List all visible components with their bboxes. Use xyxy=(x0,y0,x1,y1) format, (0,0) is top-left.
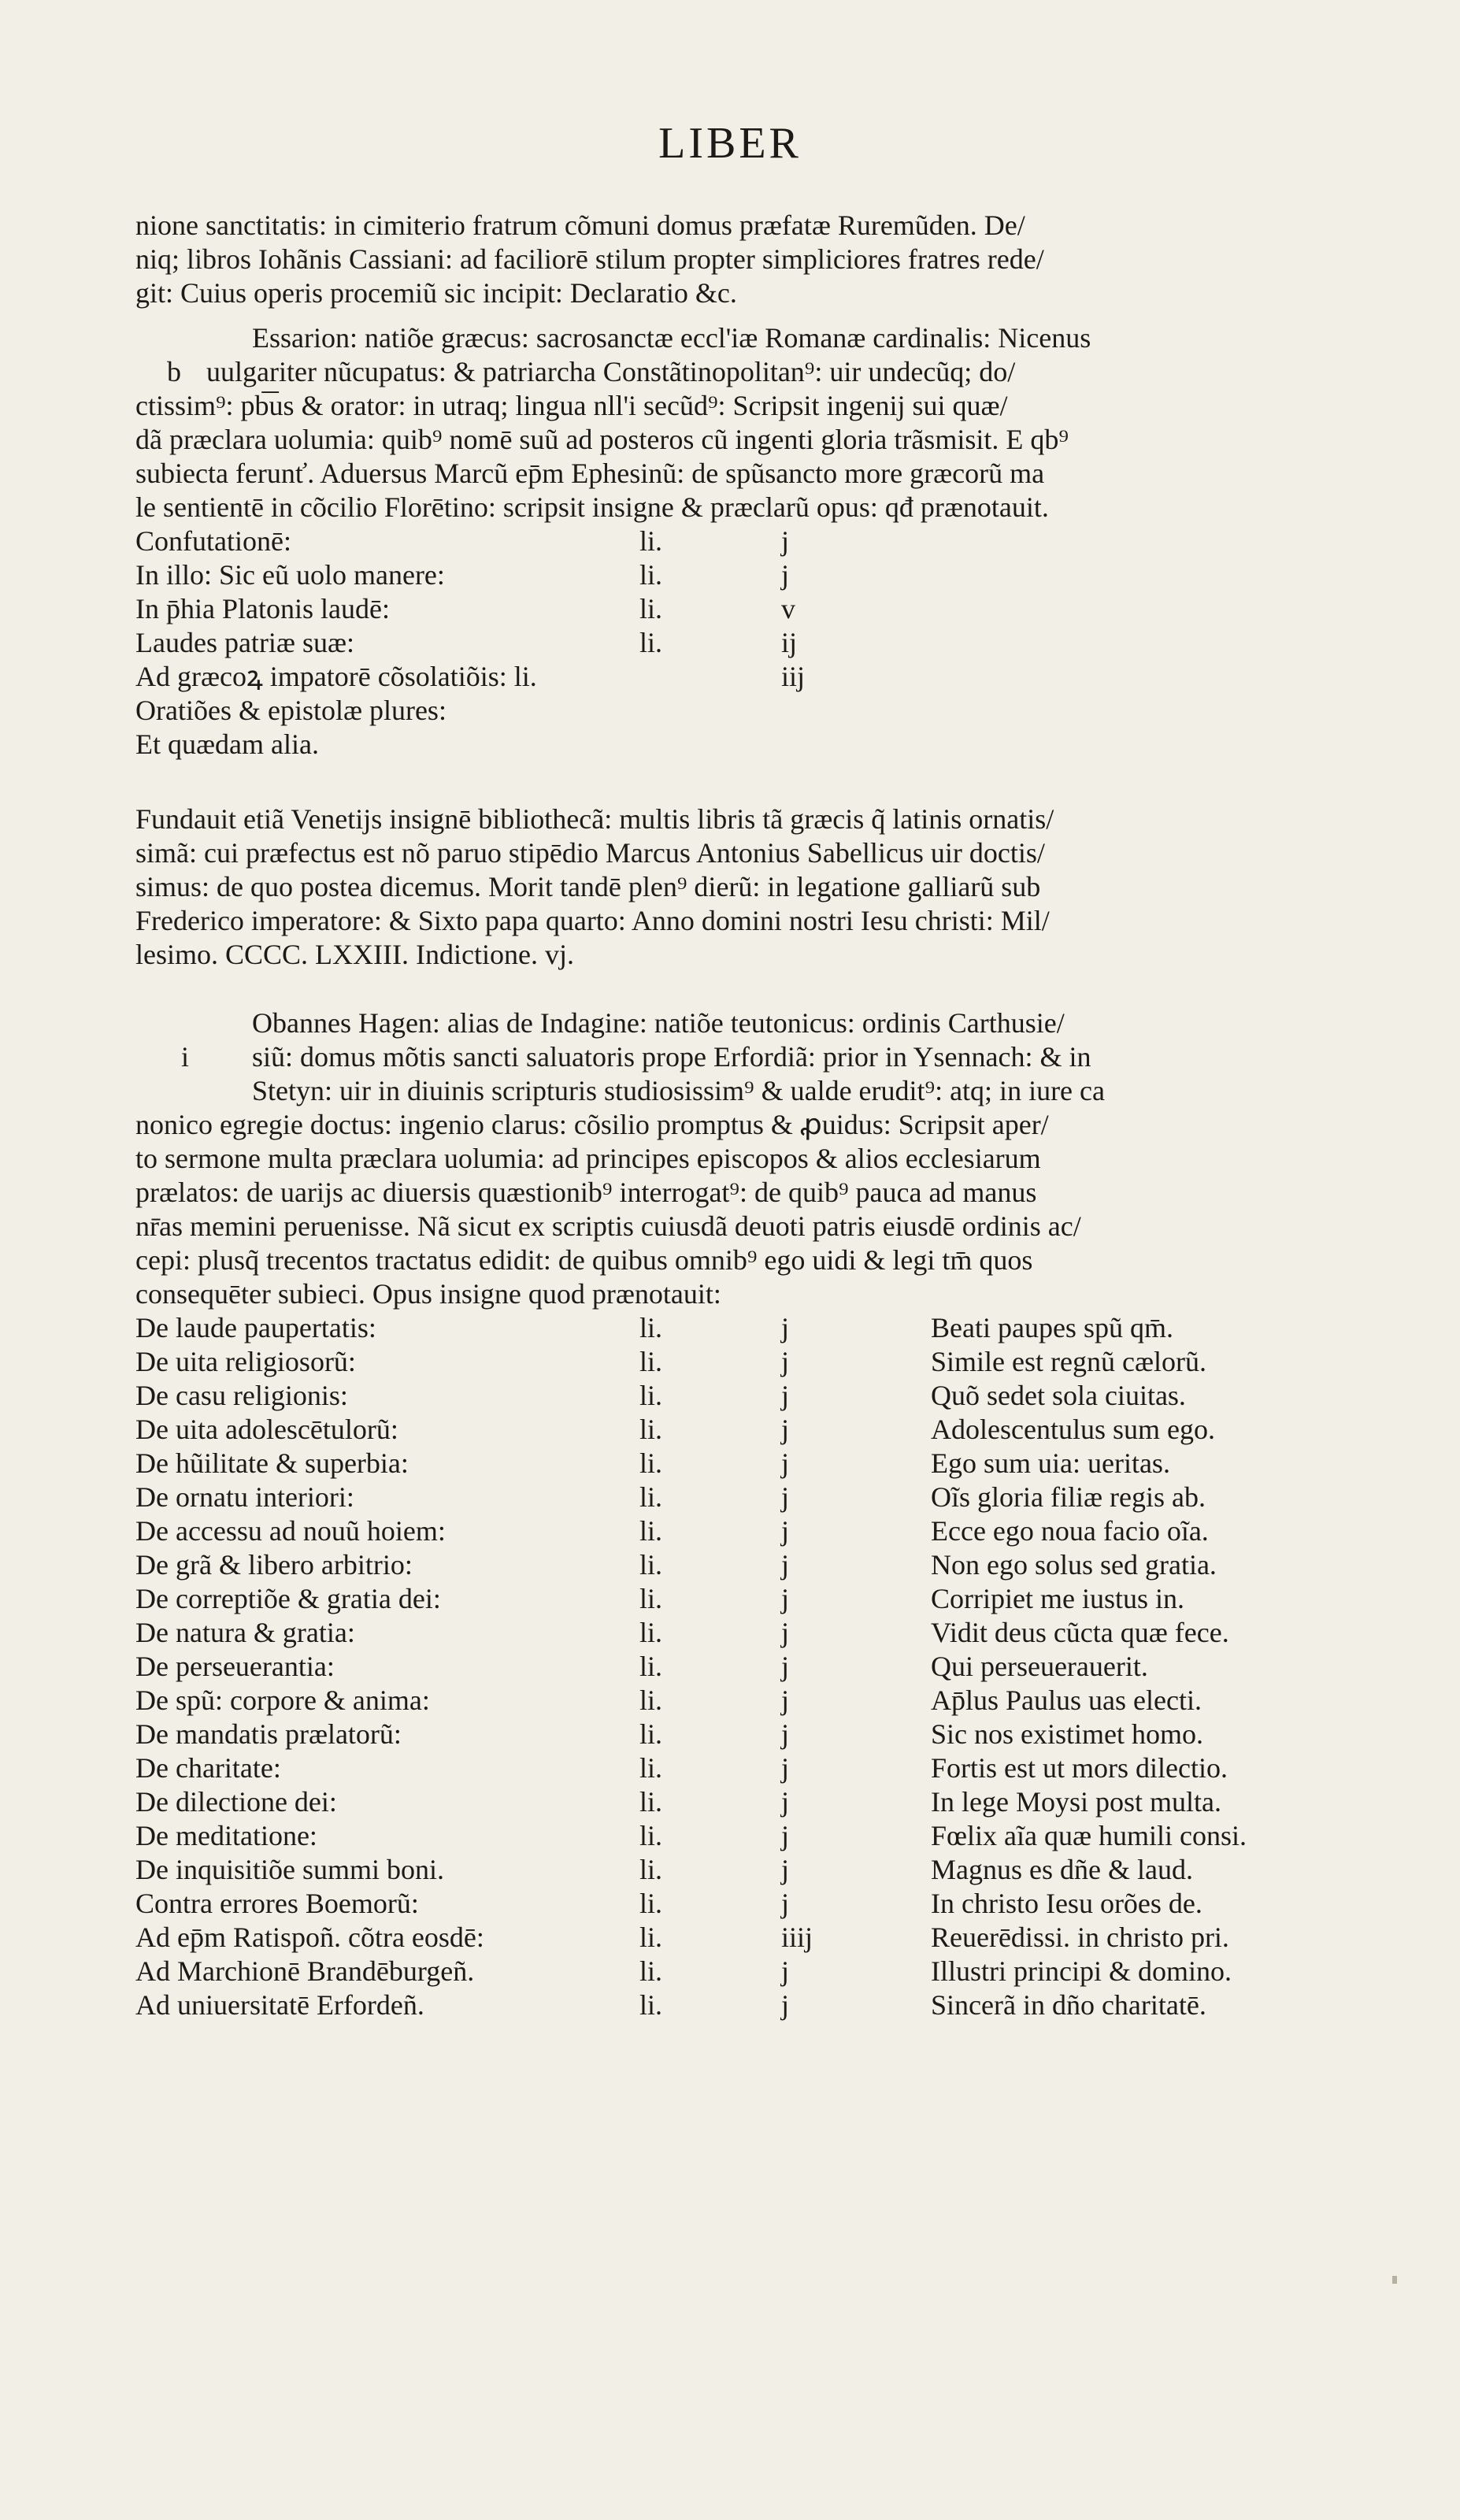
book-abbr: li. xyxy=(639,1854,663,1885)
list-item xyxy=(135,1819,1380,1853)
list-item xyxy=(135,1413,1380,1447)
text-line: prælatos: de uarijs ac diuersis quæstionib⁹ interrogat⁹: de quib⁹ pauca ad manus xyxy=(135,1177,1037,1208)
work-title: Ad uniuersitatē Erfordeñ. xyxy=(135,1989,424,2021)
book-count: j xyxy=(781,525,790,557)
book-count: j xyxy=(781,1515,790,1547)
book-count: j xyxy=(781,1346,790,1377)
text-line: niq; libros Iohãnis Cassiani: ad faciliorē stilum propter simpliciores fratres rede/ xyxy=(135,243,1044,275)
book-count: j xyxy=(781,1583,790,1614)
text-line: siũ: domus mõtis sancti saluatoris prope Erfordiã: prior in Ysennach: & in xyxy=(252,1041,1091,1073)
text-line: nione sanctitatis: in cimiterio fratrum cõmuni domus præfatæ Ruremũden. De/ xyxy=(135,209,1025,241)
text-line: Obannes Hagen: alias de Indagine: natiõe teutonicus: ordinis Carthusie/ xyxy=(252,1007,1065,1039)
work-title: Contra errores Boemorũ: xyxy=(135,1888,419,1919)
book-count: j xyxy=(781,1617,790,1648)
book-count: iiij xyxy=(781,1922,813,1953)
paragraph-hagen xyxy=(135,1006,1352,1311)
incipit: Oĩs gloria filiæ regis ab. xyxy=(931,1481,1206,1513)
text-line: simã: cui præfectus est nõ paruo stipēdio Marcus Antonius Sabellicus uir doctis/ xyxy=(135,837,1045,869)
work-title: De casu religionis: xyxy=(135,1380,348,1411)
incipit: Qui perseuerauerit. xyxy=(931,1651,1148,1682)
book-abbr: li. xyxy=(639,525,663,557)
text-line: cepi: plusq̃ trecentos tractatus edidit: de quibus omnib⁹ ego uidi & legi tm̄ quos xyxy=(135,1244,1033,1276)
list-item xyxy=(135,1684,1380,1718)
book-count: j xyxy=(781,1752,790,1784)
book-count: j xyxy=(781,1820,790,1851)
book-abbr: li. xyxy=(639,1312,663,1343)
work-title: In illo: Sic eũ uolo manere: xyxy=(135,559,445,591)
incipit: Adolescentulus sum ego. xyxy=(931,1414,1215,1445)
ink-speck xyxy=(1392,2276,1397,2284)
list-item xyxy=(135,694,1380,728)
work-title: De hũilitate & superbia: xyxy=(135,1447,409,1479)
book-count: j xyxy=(781,1549,790,1581)
work-title: De inquisitiõe summi boni. xyxy=(135,1854,444,1885)
book-abbr: li. xyxy=(639,1380,663,1411)
book-abbr: li. xyxy=(639,1955,663,1987)
text-line: dã præclara uolumia: quib⁹ nomē suũ ad posteros cũ ingenti gloria trãsmisit. E qb⁹ xyxy=(135,424,1069,455)
book-count: v xyxy=(781,593,795,624)
work-title: In p̄hia Platonis laudē: xyxy=(135,593,390,624)
work-title: De mandatis prælatorũ: xyxy=(135,1718,402,1750)
work-title: De charitate: xyxy=(135,1752,281,1784)
book-abbr: li. xyxy=(639,1549,663,1581)
list-item xyxy=(135,728,1380,762)
work-title: De ornatu interiori: xyxy=(135,1481,354,1513)
list-item xyxy=(135,1311,1380,1345)
book-count: j xyxy=(781,1989,790,2021)
list-item xyxy=(135,524,1380,558)
text-line: uulgariter nũcupatus: & patriarcha Constãtinopolitan⁹: uir undecũq; do/ xyxy=(206,356,1016,387)
list-item xyxy=(135,1514,1380,1548)
book-abbr: li. xyxy=(639,1447,663,1479)
list-item xyxy=(135,1718,1380,1751)
list-item xyxy=(135,1853,1380,1887)
book-abbr: li. xyxy=(639,1718,663,1750)
incipit: Sic nos existimet homo. xyxy=(931,1718,1203,1750)
book-count: j xyxy=(781,1481,790,1513)
incipit: Fœlix aĩa quæ humili consi. xyxy=(931,1820,1247,1851)
text-line: nr̄as memini peruenisse. Nã sicut ex scriptis cuiusdã deuoti patris eiusdē ordinis ac/ xyxy=(135,1210,1081,1242)
work-title: Confutationē: xyxy=(135,525,291,557)
work-title: De perseuerantia: xyxy=(135,1651,335,1682)
text-line: nonico egregie doctus: ingenio clarus: cõsilio promptus & ꝓuidus: Scripsit aper/ xyxy=(135,1109,1049,1140)
text-line: lesimo. CCCC. LXXIII. Indictione. vj. xyxy=(135,939,574,970)
incipit: Quõ sedet sola ciuitas. xyxy=(931,1380,1186,1411)
work-title: De dilectione dei: xyxy=(135,1786,337,1818)
work-title: De spũ: corpore & anima: xyxy=(135,1684,430,1716)
text-line: consequēter subieci. Opus insigne quod prænotauit: xyxy=(135,1278,721,1310)
book-abbr: li. xyxy=(639,1481,663,1513)
incipit: Simile est regnũ cælorũ. xyxy=(931,1346,1206,1377)
work-title: De uita adolescētulorũ: xyxy=(135,1414,398,1445)
book-abbr: li. xyxy=(639,593,663,624)
text-line: git: Cuius operis procemiũ sic incipit: Declaratio &c. xyxy=(135,277,737,309)
book-abbr: li. xyxy=(639,1651,663,1682)
text-line: Essarion: natiõe græcus: sacrosanctæ eccl'iæ Romanæ cardinalis: Nicenus xyxy=(252,322,1091,354)
book-abbr: li. xyxy=(639,1515,663,1547)
list-item xyxy=(135,1480,1380,1514)
text-line: simus: de quo postea dicemus. Morit tandē plen⁹ dierũ: in legatione galliarũ sub xyxy=(135,871,1041,902)
paragraph-bessarion xyxy=(135,321,1352,524)
book-abbr: li. xyxy=(639,1989,663,2021)
book-abbr: li. xyxy=(639,559,663,591)
incipit: Beati paupes spũ qm̄. xyxy=(931,1312,1173,1343)
text-line: Stetyn: uir in diuinis scripturis studiosissim⁹ & ualde erudit⁹: atq; in iure ca xyxy=(252,1075,1105,1106)
book-count: j xyxy=(781,1380,790,1411)
book-count: j xyxy=(781,1651,790,1682)
work-title: De laude paupertatis: xyxy=(135,1312,376,1343)
work-title: De accessu ad nouũ hoiem: xyxy=(135,1515,446,1547)
incipit: Ego sum uia: ueritas. xyxy=(931,1447,1170,1479)
list-item xyxy=(135,1988,1380,2022)
paragraph-1 xyxy=(135,209,1352,310)
text-line: Fundauit etiã Venetijs insignē bibliothecã: multis libris tã græcis q̃ latinis ornatis/ xyxy=(135,803,1054,835)
book-count: j xyxy=(781,1955,790,1987)
list-item xyxy=(135,1582,1380,1616)
list-item xyxy=(135,558,1380,592)
book-count: j xyxy=(781,1854,790,1885)
text-line: Frederico imperatore: & Sixto papa quarto: Anno domini nostri Iesu christi: Mil/ xyxy=(135,905,1050,936)
book-count: ij xyxy=(781,627,798,658)
book-abbr: li. xyxy=(639,1414,663,1445)
incipit: Illustri principi & domino. xyxy=(931,1955,1232,1987)
work-title: Ad Marchionē Brandēburgeñ. xyxy=(135,1955,475,1987)
list-item xyxy=(135,1345,1380,1379)
work-title: De correptiõe & gratia dei: xyxy=(135,1583,441,1614)
book-count: j xyxy=(781,1684,790,1716)
book-abbr: li. xyxy=(639,1346,663,1377)
book-abbr: li. xyxy=(639,1922,663,1953)
list-item xyxy=(135,1650,1380,1684)
incipit: In christo Iesu orões de. xyxy=(931,1888,1202,1919)
incipit: Sincerã in dño charitatē. xyxy=(931,1989,1206,2021)
book-count: j xyxy=(781,1447,790,1479)
book-abbr: li. xyxy=(639,1786,663,1818)
list-item xyxy=(135,1548,1380,1582)
book-abbr: li. xyxy=(639,1583,663,1614)
incipit: Ecce ego noua facio oĩa. xyxy=(931,1515,1209,1547)
list-item xyxy=(135,1887,1380,1921)
hagen-works-list xyxy=(135,1311,1380,2022)
book-count: j xyxy=(781,1888,790,1919)
work-title: De uita religiosorũ: xyxy=(135,1346,356,1377)
book-count: j xyxy=(781,1312,790,1343)
incipit: In lege Moysi post multa. xyxy=(931,1786,1221,1818)
book-abbr: li. xyxy=(639,1888,663,1919)
incipit: Magnus es dñe & laud. xyxy=(931,1854,1193,1885)
incipit: Vidit deus cũcta quæ fece. xyxy=(931,1617,1229,1648)
paragraph-bibliotheca xyxy=(135,802,1352,972)
list-item xyxy=(135,660,1380,694)
text-line: ctissim⁹: pb͞us & orator: in utraq; lingua nll'i secũd⁹: Scripsit ingenij sui quæ/ xyxy=(135,390,1008,421)
work-title: Oratiões & epistolæ plures: xyxy=(135,695,447,726)
book-abbr: li. xyxy=(639,1684,663,1716)
running-header: LIBER xyxy=(658,119,802,168)
book-abbr: li. xyxy=(639,1752,663,1784)
work-title: De grã & libero arbitrio: xyxy=(135,1549,413,1581)
text-line: to sermone multa præclara uolumia: ad principes episcopos & alios ecclesiarum xyxy=(135,1143,1041,1174)
work-title: Ad ep̄m Ratispoñ. cõtra eosdē: xyxy=(135,1922,484,1953)
book-count: j xyxy=(781,559,790,591)
list-item xyxy=(135,626,1380,660)
book-count: j xyxy=(781,1786,790,1818)
list-item xyxy=(135,1785,1380,1819)
marginal-letter-b: b xyxy=(167,356,181,387)
text-line: subiecta ferunť. Aduersus Marcũ ep̄m Ephesinũ: de spũsancto more græcorũ ma xyxy=(135,458,1045,489)
list-item xyxy=(135,1751,1380,1785)
book-abbr: li. xyxy=(639,1617,663,1648)
list-item xyxy=(135,1447,1380,1480)
marginal-letter-i: i xyxy=(181,1041,190,1073)
list-item xyxy=(135,592,1380,626)
list-item xyxy=(135,1921,1380,1955)
work-title: Laudes patriæ suæ: xyxy=(135,627,354,658)
work-title: De natura & gratia: xyxy=(135,1617,355,1648)
list-item xyxy=(135,1379,1380,1413)
list-item xyxy=(135,1955,1380,1988)
book-count: iij xyxy=(781,661,806,692)
list-item xyxy=(135,1616,1380,1650)
text-line: le sentientē in cõcilio Florētino: scripsit insigne & præclarũ opus: qđ prænotauit. xyxy=(135,491,1049,523)
work-title: De meditatione: xyxy=(135,1820,317,1851)
incipit: Reuerēdissi. in christo pri. xyxy=(931,1922,1229,1953)
work-title: Ad græcoꝝ impatorē cõsolatiõis: li. xyxy=(135,661,537,692)
book-count: j xyxy=(781,1414,790,1445)
work-title: Et quædam alia. xyxy=(135,728,319,760)
book-abbr: li. xyxy=(639,1820,663,1851)
book-count: j xyxy=(781,1718,790,1750)
incipit: Corripiet me iustus in. xyxy=(931,1583,1184,1614)
incipit: Fortis est ut mors dilectio. xyxy=(931,1752,1228,1784)
incipit: Ap̄lus Paulus uas electi. xyxy=(931,1684,1202,1716)
bessarion-works-list xyxy=(135,524,1380,762)
book-abbr: li. xyxy=(639,627,663,658)
incipit: Non ego solus sed gratia. xyxy=(931,1549,1217,1581)
